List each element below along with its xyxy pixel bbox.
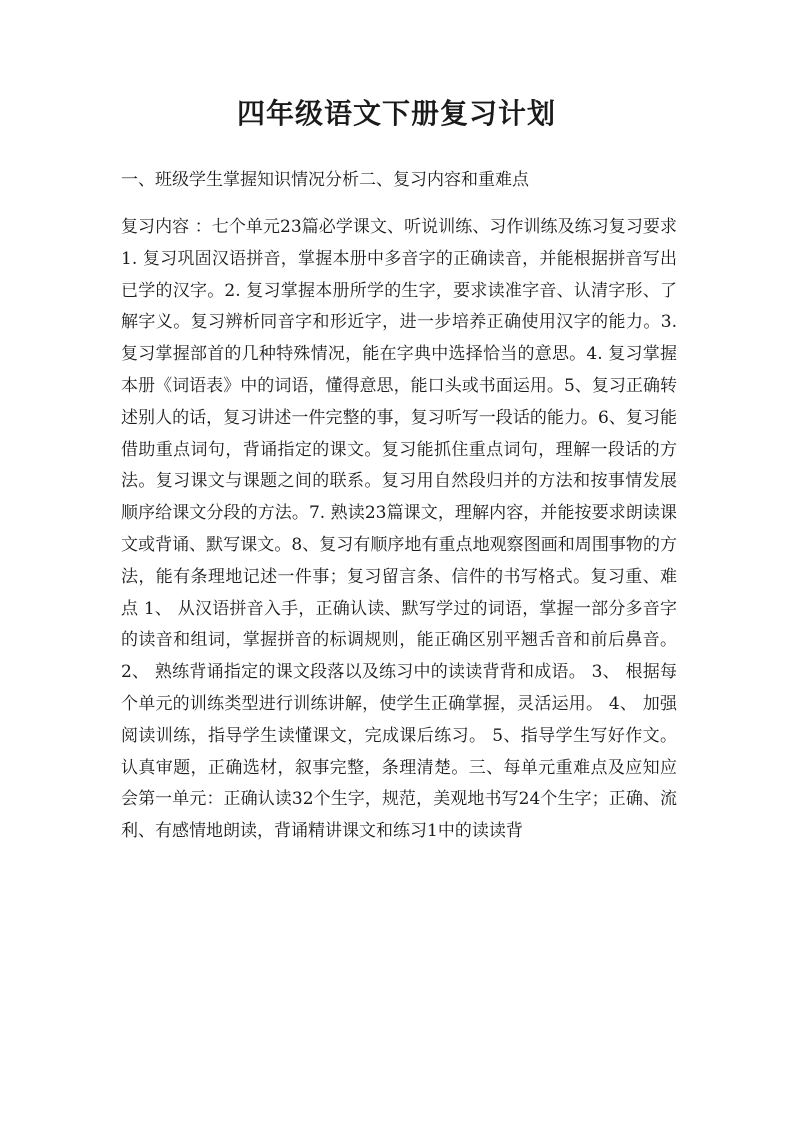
section-heading: 一、班级学生掌握知识情况分析二、复习内容和重难点 (121, 170, 529, 190)
body-paragraph: 复习内容 ：七个单元23篇必学课文、听说训练、习作训练及练习复习要求1. 复习巩固汉语拼音，掌握本册中多音字的正确读音，并能根据拼音写出已学的汉字。2. 复习掌握本册所学的生字，要求读准字音、认清字形、了解字义。复习辨析同音字和形近字，进一步培养正确使用汉字的能力。3. 复习掌握部首的几种特殊情况，能在字典中选择恰当的意思。4. 复习掌握本册《词语表》中的词语，懂得意思，能口头或书面运用。5、复习正确转述别人的话，复习讲述一件完整的事，复习听写一段话的能力。6、复习能借助重点词句，背诵指定的课文。复习能抓住重点词句，理解一段话的方法。复习课文与课题之间的联系。复习用自然段归并的方法和按事情发展顺序给课文分段的方法。7. 熟读23篇课文，理解内容，并能按要求朗读课文或背诵、默写课文。8、复习有顺序地有重点地观察图画和周围事物的方法，能有条理地记述一件事；复习留言条、信件的书写格式。复习重、难点 1、 从汉语拼音入手，正确认读、默写学过的词语，掌握一部分多音字的读音和组词，掌握拼音的标调规则，能正确区别平翘舌音和前后鼻音。 2、 熟练背诵指定的课文段落以及练习中的读读背背和成语。 3、 根据每个单元的训练类型进行训练讲解，使学生正确掌握，灵活运用。 4、 加强阅读训练，指导学生读懂课文，完成课后练习。 5、指导学生写好作文。认真审题，正确选材，叙事完整，条理清楚。三、每单元重难点及应知应会第一单元：正确认读32个生字，规范，美观地书写24个生字；正确、流利、有感情地朗读，背诵精讲课文和练习1中的读读背 (121, 217, 677, 842)
document-title: 四年级语文下册复习计划 (236, 97, 556, 130)
